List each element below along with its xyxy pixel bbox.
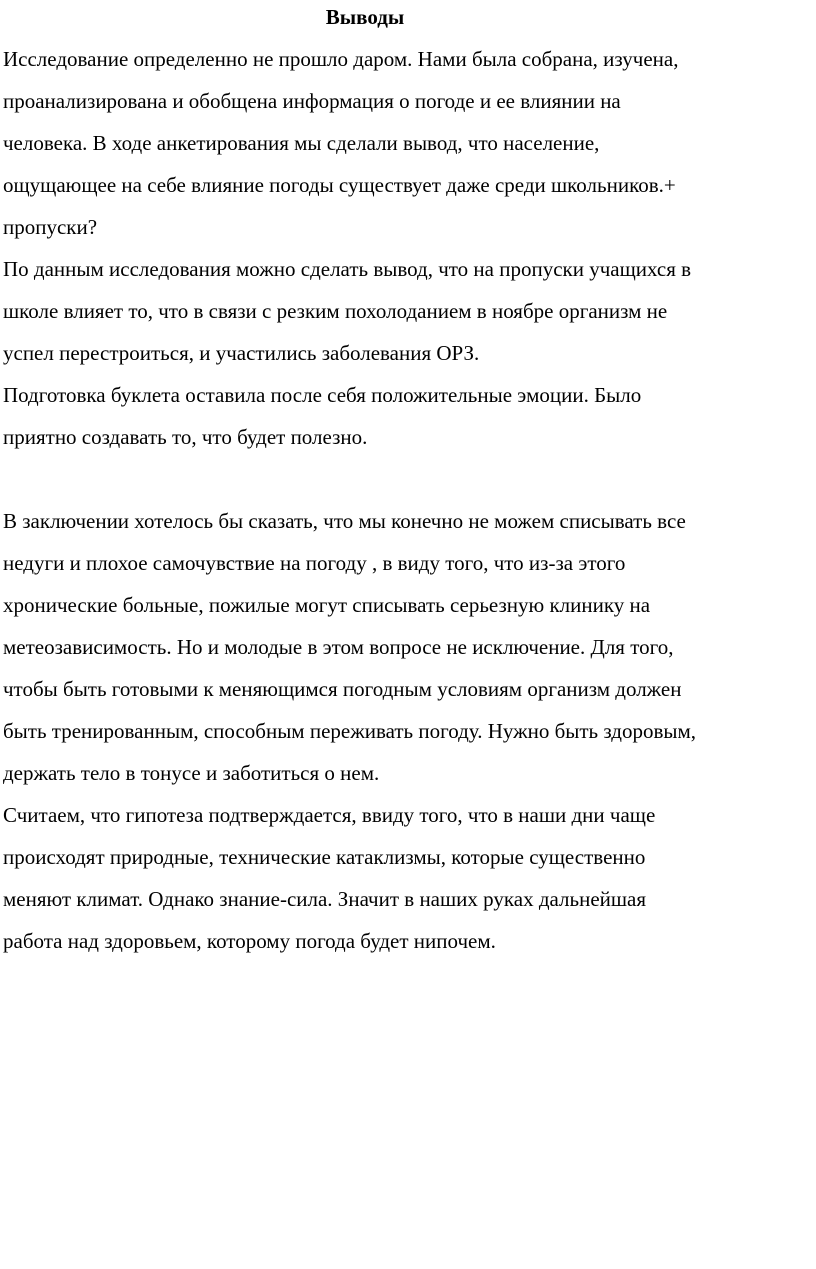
text-line: Исследование определенно не прошло даром. Нами была собрана, изучена, — [3, 47, 679, 71]
document-body — [3, 38, 811, 962]
text-line: держать тело в тонусе и заботиться о нем. — [3, 761, 380, 785]
text-line: По данным исследования можно сделать вывод, что на пропуски учащихся в — [3, 257, 692, 281]
text-line: Подготовка буклета оставила после себя положительные эмоции. Было — [3, 383, 642, 407]
text-line: В заключении хотелось бы сказать, что мы конечно не можем списывать все — [3, 509, 686, 533]
text-line: чтобы быть готовыми к меняющимся погодным условиям организм должен — [3, 677, 682, 701]
text-line: недуги и плохое самочувствие на погоду , в виду того, что из-за этого — [3, 551, 626, 575]
text-line: школе влияет то, что в связи с резким похолоданием в ноябре организм не — [3, 299, 668, 323]
blank-line — [3, 458, 811, 500]
text-line: пропуски? — [3, 215, 98, 239]
text-line: работа над здоровьем, которому погода будет нипочем. — [3, 929, 496, 953]
text-line: происходят природные, технические катаклизмы, которые существенно — [3, 845, 646, 869]
text-line: метеозависимость. Но и молодые в этом вопросе не исключение. Для того, — [3, 635, 674, 659]
text-line: человека. В ходе анкетирования мы сделали вывод, что население, — [3, 131, 600, 155]
text-line: ощущающее на себе влияние погоды существует даже среди школьников.+ — [3, 173, 676, 197]
text-line: успел перестроиться, и участились заболевания ОРЗ. — [3, 341, 480, 365]
text-line: хронические больные, пожилые могут списывать серьезную клинику на — [3, 593, 651, 617]
text-line: меняют климат. Однако знание-сила. Значит в наших руках дальнейшая — [3, 887, 647, 911]
text-line: приятно создавать то, что будет полезно. — [3, 425, 368, 449]
text-line: быть тренированным, способным переживать погоду. Нужно быть здоровым, — [3, 719, 697, 743]
document-title: Выводы — [325, 5, 405, 29]
text-line: Считаем, что гипотеза подтверждается, ввиду того, что в наши дни чаще — [3, 803, 656, 827]
text-line: проанализирована и обобщена информация о погоде и ее влиянии на — [3, 89, 621, 113]
